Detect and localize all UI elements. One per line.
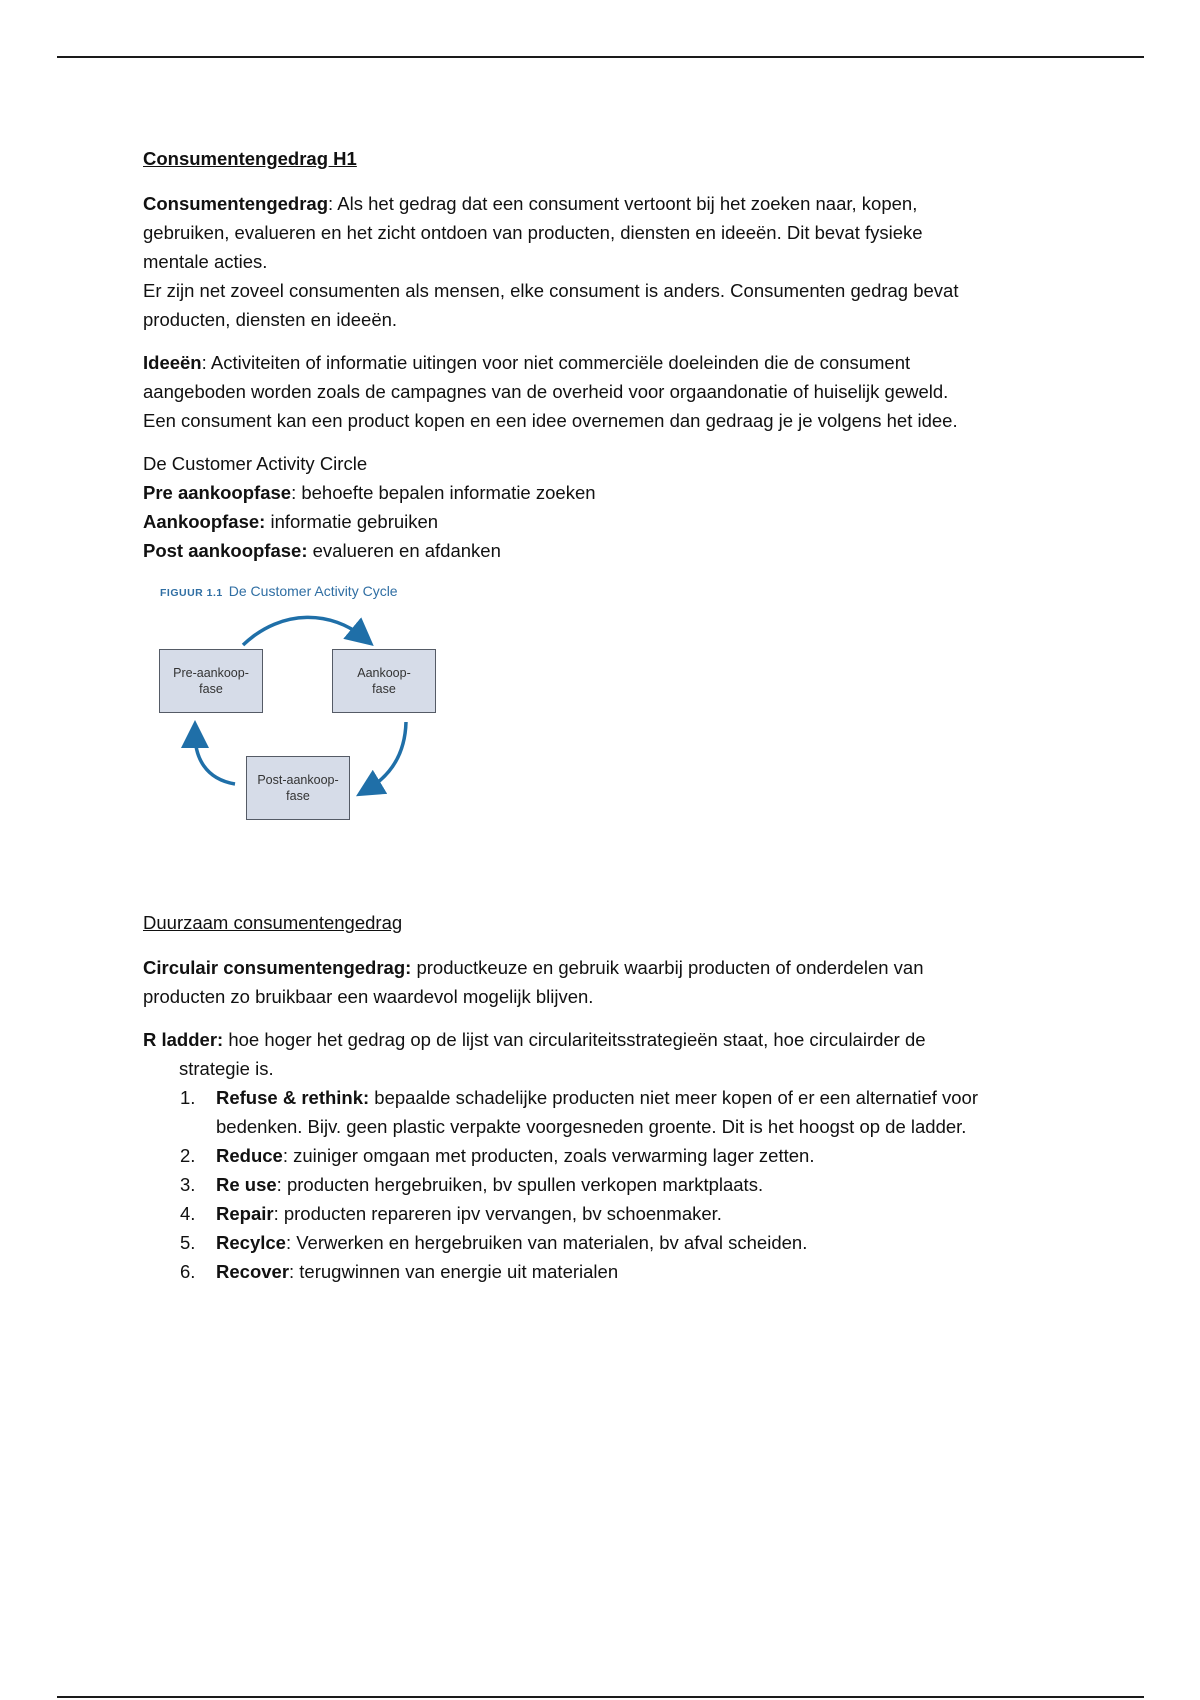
list-number: 4. [180,1203,196,1224]
phase-term: Pre aankoopfase [143,482,292,503]
arrow-pre-to-aankoop [243,617,363,645]
list-item [143,1228,1063,1257]
definition-text: Er zijn net zoveel consumenten als mensen, elke consument is anders. Consumenten gedrag bevat [143,280,959,301]
definition-r-ladder [143,1025,1063,1286]
definition-text: mentale acties. [143,251,268,272]
list-text: : producten hergebruiken, bv spullen verkopen marktplaats. [276,1174,764,1195]
list-term: Refuse & rethink: [216,1087,370,1108]
list-item [143,1257,1063,1286]
list-item [143,1083,1063,1141]
definition-text: Een consument kan een product kopen en een idee overnemen dan gedraag je je volgens het idee. [143,410,958,431]
figure-caption-text: De Customer Activity Cycle [228,583,398,599]
definition-line [143,189,1063,218]
list-number: 1. [180,1087,196,1108]
definition-line [143,348,1063,377]
phase-aankoop [143,507,1063,536]
list-number: 2. [180,1145,196,1166]
list-text: : producten repareren ipv vervangen, bv schoenmaker. [273,1203,722,1224]
list-item [143,1199,1063,1228]
list-item [143,1170,1063,1199]
header-rule [57,56,1144,58]
list-number: 6. [180,1261,196,1282]
phase-text: informatie gebruiken [265,511,439,532]
definition-text: producten, diensten en ideeën. [143,309,398,330]
r-ladder-list [143,1083,1063,1286]
list-text: bedenken. Bijv. geen plastic verpakte voorgesneden groente. Dit is het hoogst op de ladder. [216,1116,967,1137]
definition-line [143,953,1063,982]
phase-text: : behoefte bepalen informatie zoeken [291,482,596,503]
definition-text: aangeboden worden zoals de campagnes van de overheid voor orgaandonatie of huiselijk geweld. [143,381,949,402]
term-r-ladder: R ladder: [143,1029,224,1050]
customer-activity-cycle-figure [143,577,443,862]
list-text: : terugwinnen van energie uit materialen [289,1261,619,1282]
definition-circulair [143,953,1063,1011]
list-item [143,1141,1063,1170]
list-number: 3. [180,1174,196,1195]
arrow-aankoop-to-post [368,722,406,789]
activity-circle-heading: De Customer Activity Circle [143,453,368,474]
definition-text: hoe hoger het gedrag op de lijst van circulariteitsstrategieën staat, hoe circulairder de [223,1029,926,1050]
definition-consumentengedrag [143,189,1063,334]
figure-number: FIGUUR 1.1 [160,587,223,599]
box-pre-aankoopfase: Pre-aankoop- fase [159,649,263,713]
page-title [143,144,1063,173]
footer-rule [57,1696,1144,1698]
phase-pre [143,478,1063,507]
list-term: Reduce [216,1145,283,1166]
r-ladder-paragraph [143,1025,1063,1083]
list-text: : Verwerken en hergebruiken van materialen, bv afval scheiden. [285,1232,808,1253]
phase-post [143,536,1063,565]
document-body [143,144,1063,1286]
definition-text: : Als het gedrag dat een consument vertoont bij het zoeken naar, kopen, [328,193,918,214]
definition-text: strategie is. [179,1058,274,1079]
phase-text: evalueren en afdanken [307,540,501,561]
box-aankoopfase: Aankoop- fase [332,649,436,713]
term-ideeen: Ideeën [143,352,202,373]
term-circulair: Circulair consumentengedrag: [143,957,412,978]
list-term: Re use [216,1174,277,1195]
list-text: : zuiniger omgaan met producten, zoals verwarming lager zetten. [282,1145,815,1166]
definition-text: productkeuze en gebruik waarbij producten of onderdelen van [411,957,924,978]
arrow-post-to-pre [195,734,235,784]
list-term: Recylce [216,1232,286,1253]
list-term: Repair [216,1203,274,1224]
phase-term: Aankoopfase: [143,511,266,532]
section-heading-duurzaam: Duurzaam consumentengedrag [143,912,403,933]
list-text: bepaalde schadelijke producten niet meer kopen of er een alternatief voor [369,1087,979,1108]
list-number: 5. [180,1232,196,1253]
phase-term: Post aankoopfase: [143,540,308,561]
activity-circle-section [143,449,1063,565]
definition-ideeen [143,348,1063,435]
list-term: Recover [216,1261,290,1282]
box-post-aankoopfase: Post-aankoop- fase [246,756,350,820]
term-consumentengedrag: Consumentengedrag [143,193,329,214]
definition-text: producten zo bruikbaar een waardevol mogelijk blijven. [143,986,594,1007]
page-title-text: Consumentengedrag H1 [143,148,357,169]
definition-text: gebruiken, evalueren en het zicht ontdoen van producten, diensten en ideeën. Dit bevat fysieke [143,222,923,243]
definition-text: : Activiteiten of informatie uitingen voor niet commerciële doeleinden die de consument [201,352,911,373]
